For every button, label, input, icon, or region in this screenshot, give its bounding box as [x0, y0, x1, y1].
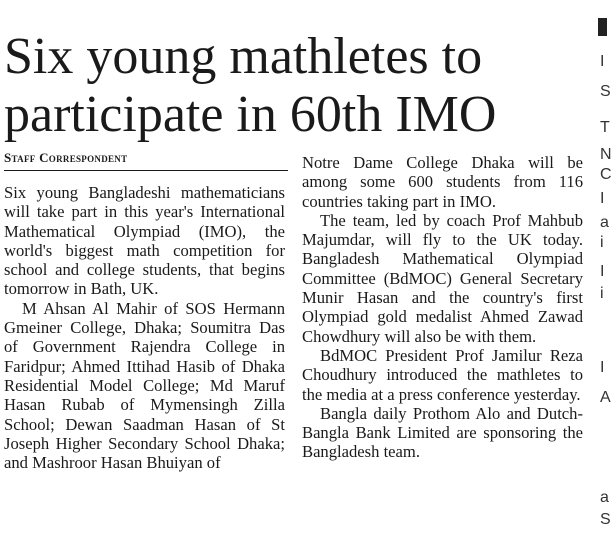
edge-letter: i — [600, 234, 604, 251]
byline-rule — [4, 170, 288, 171]
edge-letter: A — [600, 389, 611, 406]
edge-letter: C — [600, 166, 612, 183]
edge-letter: I — [600, 190, 605, 207]
paragraph: M Ahsan Al Mahir of SOS Hermann Gmeiner College, Dhaka; Soumitra Das of Government Rajendra College in Faridpur; Ahmed Ittihad Hasib of Dhaka Residential Model College; Md Maruf Hasan Rubab of Mymensingh Zilla School; Dewan Saadman Hasan of St Joseph Higher Secondary School Dhaka; and Mashroor Hasan Bhuiyan of — [4, 298, 285, 473]
byline: Staff Correspondent — [4, 150, 128, 165]
edge-letter: a — [600, 489, 609, 506]
paragraph: Six young Bangladeshi mathematicians will take part in this year's International Mathematical Olympiad (IMO), the world's biggest math competition for school and college students, that begins tomorrow in Bath, UK. — [4, 183, 285, 299]
paragraph: The team, led by coach Prof Mahbub Majumdar, will fly to the UK today. Bangladesh Mathematical Olympiad Committee (BdMOC) General Secretary Munir Hasan and the country's first Olympiad gold medalist Ahmed Zawad Chowdhury will also be with them. — [302, 210, 583, 346]
headline: Six young mathletes to participate in 60th IMO — [4, 28, 497, 143]
paragraph: Bangla daily Prothom Alo and Dutch-Bangla Bank Limited are sponsoring the Bangladesh team. — [302, 403, 583, 462]
adjacent-article-edge — [598, 0, 612, 552]
paragraph: BdMOC President Prof Jamilur Reza Choudhury introduced the mathletes to the media at a press conference yesterday. — [302, 345, 583, 404]
edge-letter: I — [600, 53, 605, 70]
article-column-2 — [302, 153, 583, 462]
article-column-1 — [4, 183, 285, 472]
edge-letter: S — [600, 83, 611, 100]
edge-letter: a — [600, 214, 609, 231]
edge-letter: S — [600, 511, 611, 528]
edge-letter: T — [600, 119, 610, 136]
paragraph: Notre Dame College Dhaka will be among some 600 students from 116 countries taking part in IMO. — [302, 153, 583, 211]
edge-letter: I — [600, 359, 605, 376]
adjacent-headline-fragment — [598, 18, 607, 36]
edge-letter: N — [600, 146, 612, 163]
edge-letter: I — [600, 263, 605, 280]
edge-letter: i — [600, 285, 604, 302]
